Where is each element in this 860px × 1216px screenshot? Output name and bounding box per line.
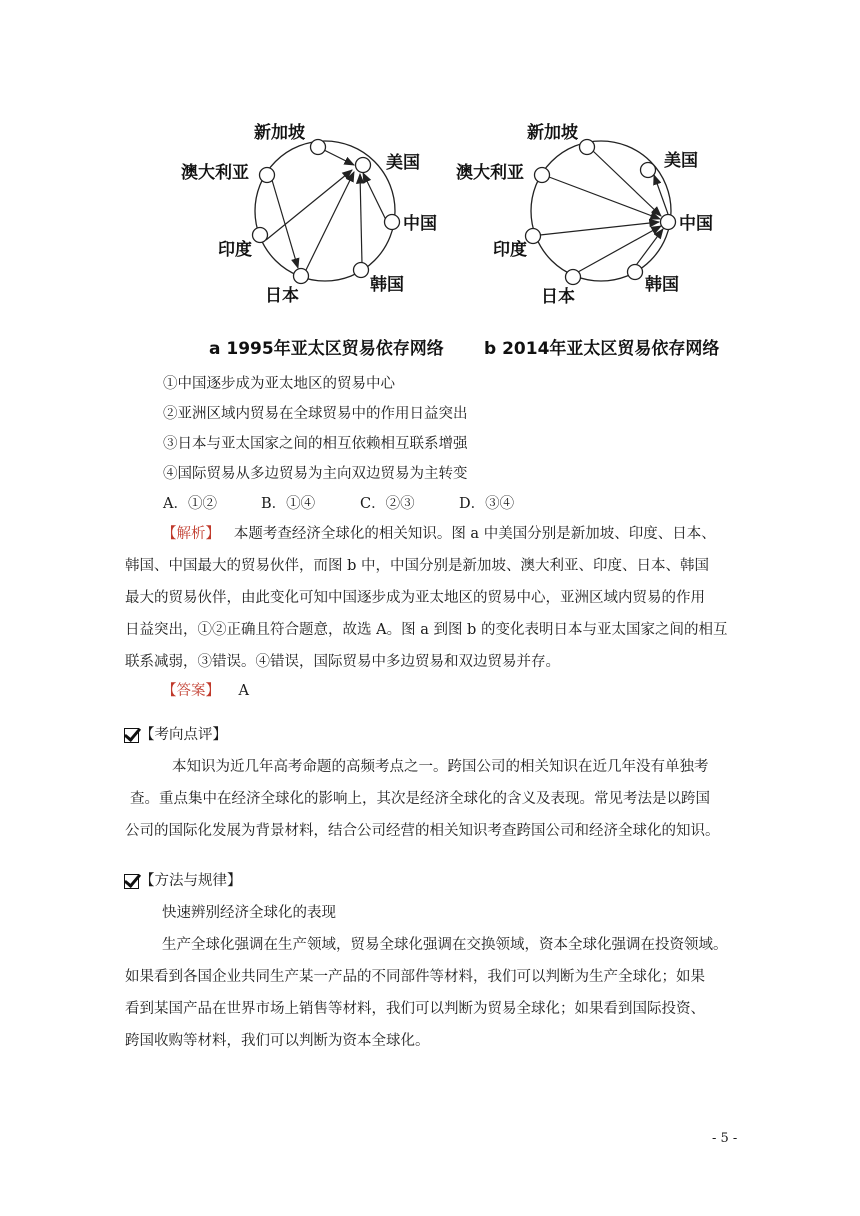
node-b-china [661,215,676,230]
node-a-australia [260,168,275,183]
node-b-korea [628,265,643,280]
statement-4: ④国际贸易从多边贸易为主向双边贸易为主转变 [163,466,468,482]
node-b-singapore [580,140,595,155]
analysis-line-2: 韩国、中国最大的贸易伙伴，而图 b 中，中国分别是新加坡、澳大利亚、印度、日本、韩国 [125,558,709,574]
section2-line-1: 生产全球化强调在生产领域，贸易全球化强调在交换领域，资本全球化强调在投资领域。 [162,937,728,953]
network-b [456,122,713,307]
label-a-japan: 日本 [265,286,299,306]
option-d: D．③④ [459,496,515,512]
statement-3: ③日本与亚太国家之间的相互依赖相互联系增强 [163,436,468,452]
label-b-china: 中国 [679,214,713,234]
statement-2: ②亚洲区域内贸易在全球贸易中的作用日益突出 [163,406,468,422]
node-b-india [526,229,541,244]
label-b-singapore: 新加坡 [527,123,578,143]
section1-title: 【考向点评】 [140,727,227,743]
node-b-japan [566,270,581,285]
check-icon [124,728,139,743]
analysis-line-5: 联系减弱，③错误。④错误，国际贸易中多边贸易和双边贸易并存。 [125,654,560,670]
label-a-korea: 韩国 [370,275,404,295]
caption-b-text: b 2014年亚太区贸易依存网络 [484,339,720,359]
section1-line-2: 查。重点集中在经济全球化的影响上，其次是经济全球化的含义及表现。常见考法是以跨国 [130,791,710,807]
label-a-india: 印度 [218,240,252,260]
label-a-australia: 澳大利亚 [181,163,249,183]
analysis-text-1: 本题考查经济全球化的相关知识。图 a 中美国分别是新加坡、印度、日本、 [233,526,716,542]
option-b: B．①④ [261,496,316,512]
node-a-japan [294,269,309,284]
check-icon-2 [124,874,139,889]
section2-line-4: 跨国收购等材料，我们可以判断为资本全球化。 [125,1033,430,1049]
page-number: - 5 - [712,1131,738,1146]
section2-title: 【方法与规律】 [140,873,242,889]
answer-tag: 【答案】 [162,683,220,699]
section1-line-1: 本知识为近几年高考命题的高频考点之一。跨国公司的相关知识在近几年没有单独考 [172,759,709,775]
node-a-usa [356,158,371,173]
label-a-china: 中国 [403,214,437,234]
trade-network-figure [0,0,860,340]
node-a-singapore [311,140,326,155]
caption-row [0,330,860,366]
analysis-line-4: 日益突出，①②正确且符合题意，故选 A。图 a 到图 b 的变化表明日本与亚太国家之间的相互 [125,622,728,638]
label-a-usa: 美国 [386,153,420,173]
network-a [181,122,437,306]
analysis-line-1 [162,524,716,544]
label-a-singapore: 新加坡 [254,123,305,143]
section2-line-3: 看到某国产品在世界市场上销售等材料，我们可以判断为贸易全球化；如果看到国际投资、 [125,1001,705,1017]
answer-value: A [238,683,249,699]
statement-1: ①中国逐步成为亚太地区的贸易中心 [163,376,395,392]
label-b-japan: 日本 [541,287,575,307]
node-a-china [385,215,400,230]
analysis-line-3: 最大的贸易伙伴，由此变化可知中国逐步成为亚太地区的贸易中心，亚洲区域内贸易的作用 [125,590,705,606]
option-c: C．②③ [360,496,415,512]
label-b-india: 印度 [493,240,527,260]
section2-line-2: 如果看到各国企业共同生产某一产品的不同部件等材料，我们可以判断为生产全球化；如果 [125,969,705,985]
node-a-korea [354,263,369,278]
node-b-usa [641,163,656,178]
section2-subtitle: 快速辨别经济全球化的表现 [162,905,336,921]
analysis-tag: 【解析】 [162,526,220,542]
label-b-korea: 韩国 [645,275,679,295]
option-a: A．①② [163,496,217,512]
answer-line [162,681,249,701]
section1-line-3: 公司的国际化发展为背景材料，结合公司经营的相关知识考查跨国公司和经济全球化的知识。 [125,823,720,839]
caption-a-text: a 1995年亚太区贸易依存网络 [209,339,444,359]
label-b-usa: 美国 [664,151,698,171]
label-b-australia: 澳大利亚 [456,163,524,183]
node-b-australia [535,168,550,183]
node-a-india [253,228,268,243]
